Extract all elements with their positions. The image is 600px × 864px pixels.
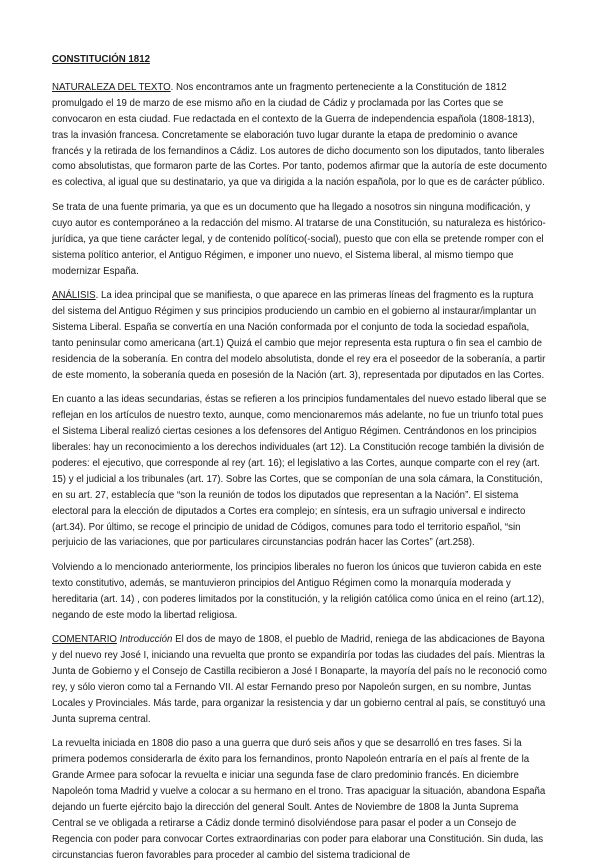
paragraph-text: . Nos encontramos ante un fragmento perteneciente a la Constitución de 1812 promulgado el 19 de marzo de ese mismo año en la ciudad de Cádiz y proclamada por las Cortes que se convocaron en esta ciudad. Fue redactada en el contexto de la Guerra de independencia española (1808-1813), tras la invasión francesa. Concretamente se elaboración tuvo lugar durante la etapa de predominio o avance francés y la retirada de los fernandinos a Cádiz. Los autores de dicho documento son los diputados, tanto liberales como absolutistas, que formaron parte de las Cortes. Por tanto, podemos afirmar que la autoría de este documento es colectiva, al igual que su destinatario, ya que va dirigida a la nación española, por lo que es de carácter público.: [52, 81, 547, 189]
paragraph: [52, 392, 548, 551]
section-heading: COMENTARIO: [52, 634, 117, 646]
paragraph: [52, 632, 548, 727]
paragraph: [52, 560, 548, 624]
paragraph: [52, 288, 548, 383]
paragraph: [52, 200, 548, 280]
paragraph-text: El dos de mayo de 1808, el pueblo de Madrid, reniega de las abdicaciones de Bayona y del nuevo rey José I, iniciando una revuelta que pronto se expandiría por todas las ciudades del país. Mientras la Junta de Gobierno y el Consejo de Castilla recibieron a José I Bonaparte, la mayoría del país no le reconoció como rey, y sólo vieron como tal a Fernando VII. Al estar Fernando preso por Napoleón surgen, en su nombre, Juntas Locales y Provinciales. Más tarde, para organizar la resistencia y dar un gobierno central al país, se constituyó una Junta suprema central.: [52, 634, 547, 725]
paragraph: [52, 736, 548, 863]
section-heading: NATURALEZA DEL TEXTO: [52, 81, 171, 93]
document-body: [52, 80, 548, 864]
section-heading: ANÁLISIS: [52, 290, 96, 302]
paragraph-text: La revuelta iniciada en 1808 dio paso a una guerra que duró seis años y que se desarrolló en tres fases. Si la primera podemos considerarla de éxito para los fernandinos, pronto Napoleón entraría en el país al frente de la Grande Armee para sofocar la revuelta e iniciar una segunda fase de claro predominio francés. En diciembre Napoleón toma Madrid y vuelve a colocar a su hermano en el trono. Tras apaciguar la situación, abandona España dejando un fuerte ejército bajo la dirección del general Soult. Antes de Noviembre de 1808 la Junta Suprema Central se ve obligada a retirarse a Cádiz donde terminó disolviéndose para pasar el poder a un Consejo de Regencia con poder para convocar Cortes extraordinarias con poder para elaborar una Constitución. Sin duda, las circunstancias fueron favorables para proceder al cambio del sistema tradicional de: [52, 738, 546, 861]
paragraph-text: Se trata de una fuente primaria, ya que es un documento que ha llegado a nosotros sin ninguna modificación, y cuyo autor es contemporáneo a la redacción del mismo. Al tratarse de una Constitución, su naturaleza es histórico-jurídica, ya que tiene carácter legal, y de contenido político(-social), puesto que con ella se pretende romper con el sistema político anterior, el Antiguo Régimen, e imponer uno nuevo, el Sistema liberal, al mismo tiempo que modernizar España.: [52, 201, 546, 277]
section-subheading: Introducción: [119, 634, 173, 646]
document-title: CONSTITUCIÓN 1812: [52, 54, 150, 65]
paragraph-text: En cuanto a las ideas secundarias, éstas se refieren a los principios fundamentales del nuevo estado liberal que se reflejan en los artículos de nuestro texto, aunque, como mencionaremos más adelante, no fue un triunfo total pues el Sistema Liberal realizó ciertas cesiones a los defensores del Antiguo Régimen. Centrándonos en los principios liberales: hay un reconocimiento a los derechos individuales (art 12). La Constitución recoge también la división de poderes: el ejecutivo, que corresponde al rey (art. 16); el legislativo a las Cortes, aunque comparte con el rey (art. 15) y el judicial a los tribunales (art. 17). Sobre las Cortes, que se componían de una sola cámara, la Constitución, en su art. 27, establecía que “son la reunión de todos los diputados que representan a la Nación”. El sistema electoral para la elección de diputados a Cortes era complejo; en síntesis, era un sufragio universal e indirecto (art.34). Por último, se recoge el principio de unidad de Códigos, comunes para todo el territorio español, “sin perjuicio de las variaciones, que por particulares circunstancias podrán hacer las Cortes” (art.258).: [52, 394, 547, 549]
paragraph: [52, 80, 548, 191]
paragraph-text: Volviendo a lo mencionado anteriormente, los principios liberales no fueron los únicos que tuvieron cabida en este texto constitutivo, además, se mantuvieron principios del Antiguo Régimen como la monarquía moderada y hereditaria (art. 14) , con poderes limitados por la constitución, y la religión católica como única en el reino (art.12), negando de este modo la libertad religiosa.: [52, 562, 545, 621]
paragraph-text: . La idea principal que se manifiesta, o que aparece en las primeras líneas del fragmento es la ruptura del sistema del Antiguo Régimen y sus principios produciendo un cambio en el gobierno al instaurar/implantar un Sistema Liberal. España se convertía en una Nación conformada por el conjunto de toda la sociedad española, tanto peninsular como americana (art.1) Quizá el cambio que mejor representa esta ruptura o fin sea el cambio de residencia de la soberanía. En contra del modelo absolutista, donde el rey era el poseedor de la soberanía, a partir de este momento, la soberanía queda en posesión de la Nación (art. 3), representada por diputados en las Cortes.: [52, 290, 546, 381]
